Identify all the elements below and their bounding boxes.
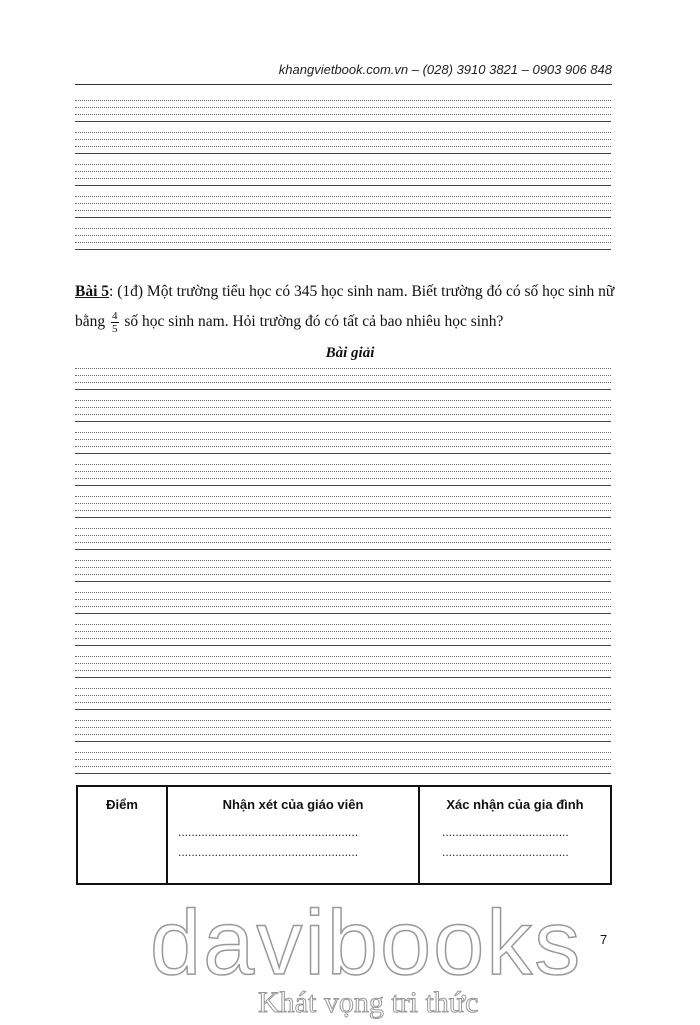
solid-line (75, 121, 611, 122)
dotted-line (75, 670, 611, 671)
dotted-line (75, 734, 611, 735)
dotted-line (75, 464, 611, 465)
dotted-line (75, 146, 611, 147)
fraction-denominator: 5 (112, 322, 118, 335)
dotted-line (75, 407, 611, 408)
dotted-line (75, 567, 611, 568)
solid-line (75, 217, 611, 218)
dotted-line (75, 242, 611, 243)
solid-line (75, 517, 611, 518)
dotted-line (75, 496, 611, 497)
problem-text-2: số học sinh nam. Hỏi trường đó có tất cả bao nhiêu học sinh? (124, 313, 504, 330)
solid-line (75, 549, 611, 550)
dotted-line (75, 432, 611, 433)
score-cell (77, 786, 167, 884)
dotted-line (75, 542, 611, 543)
dotted-line (75, 228, 611, 229)
dotted-line (75, 439, 611, 440)
family-confirm-cell (419, 786, 611, 884)
problem-5 (75, 277, 615, 337)
teacher-comment-header: Nhận xét của giáo viên (222, 797, 364, 812)
dotted-line (75, 382, 611, 383)
dotted-line (75, 727, 611, 728)
fraction-numerator: 4 (112, 309, 118, 322)
dotted-line (75, 114, 611, 115)
dotted-line (75, 592, 611, 593)
dotted-line (75, 720, 611, 721)
dotted-line (75, 702, 611, 703)
solid-line (75, 453, 611, 454)
dotted-line (75, 478, 611, 479)
fraction (111, 310, 119, 335)
dot-line: ...................................................... (178, 845, 359, 859)
dot-line: ...................................... (442, 845, 569, 859)
solid-line (75, 677, 611, 678)
solution-title: Bài giải (325, 345, 375, 361)
teacher-comment-dots (168, 822, 418, 862)
dotted-line (75, 446, 611, 447)
dotted-line (75, 235, 611, 236)
teacher-comment-cell (167, 786, 419, 884)
dotted-line (75, 574, 611, 575)
dotted-line (75, 368, 611, 369)
dotted-line (75, 107, 611, 108)
dotted-line (75, 766, 611, 767)
page-number: 7 (600, 932, 608, 947)
dotted-line (75, 656, 611, 657)
solid-line (75, 485, 611, 486)
problem-text-1: : (1đ) Một trường tiểu học có 345 học sinh nam. Biết trường đó có số học sinh nữ bằng (75, 283, 615, 330)
dotted-line (75, 631, 611, 632)
solid-line (75, 185, 611, 186)
dotted-line (75, 471, 611, 472)
dot-line: ...................................... (442, 825, 569, 839)
answer-lines-solution (75, 368, 611, 780)
dotted-line (75, 560, 611, 561)
solid-line (75, 773, 611, 774)
dotted-line (75, 695, 611, 696)
solid-line (75, 613, 611, 614)
dotted-line (75, 171, 611, 172)
dotted-line (75, 510, 611, 511)
solid-line (75, 709, 611, 710)
solid-line (75, 153, 611, 154)
dotted-line (75, 638, 611, 639)
solid-line (75, 421, 611, 422)
dotted-line (75, 599, 611, 600)
family-confirm-dots (420, 822, 610, 862)
dotted-line (75, 503, 611, 504)
dotted-line (75, 132, 611, 133)
dotted-line (75, 528, 611, 529)
score-header: Điểm (106, 797, 138, 812)
dotted-line (75, 375, 611, 376)
brand-slogan: Khát vọng tri thức (258, 986, 479, 1019)
dotted-line (75, 752, 611, 753)
dotted-line (75, 663, 611, 664)
dotted-line (75, 400, 611, 401)
answer-lines-top (75, 100, 611, 260)
solid-line (75, 389, 611, 390)
davibooks-logo: davibooks (150, 892, 583, 994)
problem-label: Bài 5 (75, 283, 110, 300)
solid-line (75, 645, 611, 646)
dotted-line (75, 139, 611, 140)
dotted-line (75, 414, 611, 415)
solid-line (75, 249, 611, 250)
solid-line (75, 741, 611, 742)
family-confirm-header: Xác nhận của gia đình (446, 797, 584, 812)
dot-line: ...................................................... (178, 825, 359, 839)
dotted-line (75, 203, 611, 204)
dotted-line (75, 688, 611, 689)
dotted-line (75, 210, 611, 211)
dotted-line (75, 196, 611, 197)
dotted-line (75, 164, 611, 165)
grade-table (76, 785, 612, 885)
dotted-line (75, 535, 611, 536)
dotted-line (75, 624, 611, 625)
dotted-line (75, 759, 611, 760)
solid-line (75, 581, 611, 582)
dotted-line (75, 178, 611, 179)
dotted-line (75, 606, 611, 607)
dotted-line (75, 100, 611, 101)
page-header: khangvietbook.com.vn – (028) 3910 3821 – 0903 906 848 (75, 62, 612, 85)
